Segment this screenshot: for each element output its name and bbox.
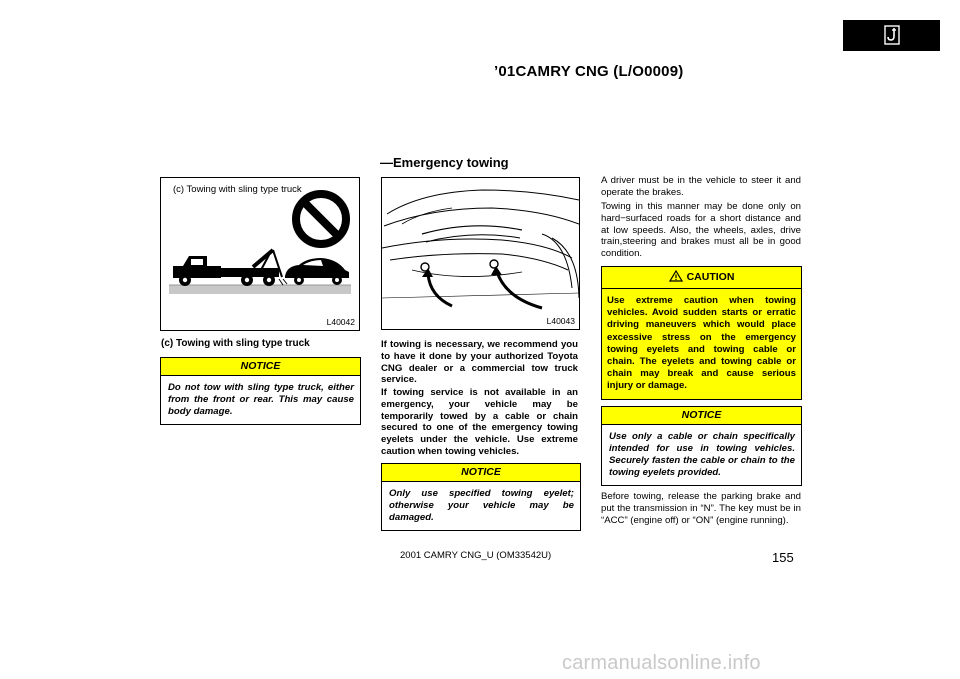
notice-box-left [160, 357, 361, 425]
towing-eyelet-illustration [382, 178, 579, 329]
figure-caption: (c) Towing with sling type truck [173, 184, 302, 195]
sling-truck-illustration [161, 178, 359, 330]
watermark: carmanualsonline.info [562, 652, 761, 674]
caution-header [602, 267, 801, 289]
notice-label: NOTICE [382, 464, 580, 482]
towing-eyelet-figure [381, 177, 580, 330]
chapter-tab [843, 20, 940, 51]
figure-code: L40043 [546, 316, 575, 326]
figure-code: L40042 [326, 317, 355, 327]
caution-text: Use extreme caution when towing vehicles. Avoid sudden starts or erratic driving maneuvers which would place excessive stress on the emergency towing eyelets and towing cable or chain. The eyelets and towing cable or chain may break and cause serious injury or damage. [607, 295, 796, 392]
subheading: (c) Towing with sling type truck [161, 338, 310, 349]
section-title: —Emergency towing [380, 155, 509, 170]
page-number: 155 [772, 550, 794, 565]
paragraph: Towing in this manner may be done only on hard−surfaced roads for a short distance and at low speeds. Also, the wheels, axles, drive train,steering and brakes must all be in good condition. [601, 201, 801, 260]
warning-triangle-icon [669, 270, 683, 282]
notice-box-right [601, 406, 802, 486]
caution-box [601, 266, 802, 400]
notice-text: Only use specified towing eyelet; otherwise your vehicle may be damaged. [389, 488, 574, 523]
paragraph: Before towing, release the parking brake and put the transmission in “N”. The key must be in “ACC” (engine off) or “ON” (engine running). [601, 491, 801, 526]
footer-text: 2001 CAMRY CNG_U (OM33542U) [400, 550, 552, 561]
notice-label: NOTICE [602, 407, 801, 425]
notice-label: NOTICE [161, 358, 360, 376]
notice-text: Use only a cable or chain specifically intended for use in towing vehicles. Securely fasten the cable or chain to the towing eyelets provided. [609, 431, 795, 478]
tow-hook-icon [884, 25, 900, 45]
paragraph: If towing service is not available in an emergency, your vehicle may be temporarily towed by a cable or chain secured to one of the emergency towing eyelets under the vehicle. Use extreme caution when towing vehicles. [381, 387, 578, 457]
sling-truck-figure [160, 177, 360, 331]
paragraph: If towing is necessary, we recommend you to have it done by your authorized Toyota CNG dealer or a commercial tow truck service. [381, 339, 578, 386]
document-code: ’01CAMRY CNG (L/O0009) [494, 63, 684, 80]
notice-text: Do not tow with sling type truck, either from the front or rear. This may cause body damage. [168, 382, 354, 417]
notice-box-middle [381, 463, 581, 531]
caution-label: CAUTION [686, 271, 735, 283]
paragraph: A driver must be in the vehicle to steer it and operate the brakes. [601, 175, 801, 198]
